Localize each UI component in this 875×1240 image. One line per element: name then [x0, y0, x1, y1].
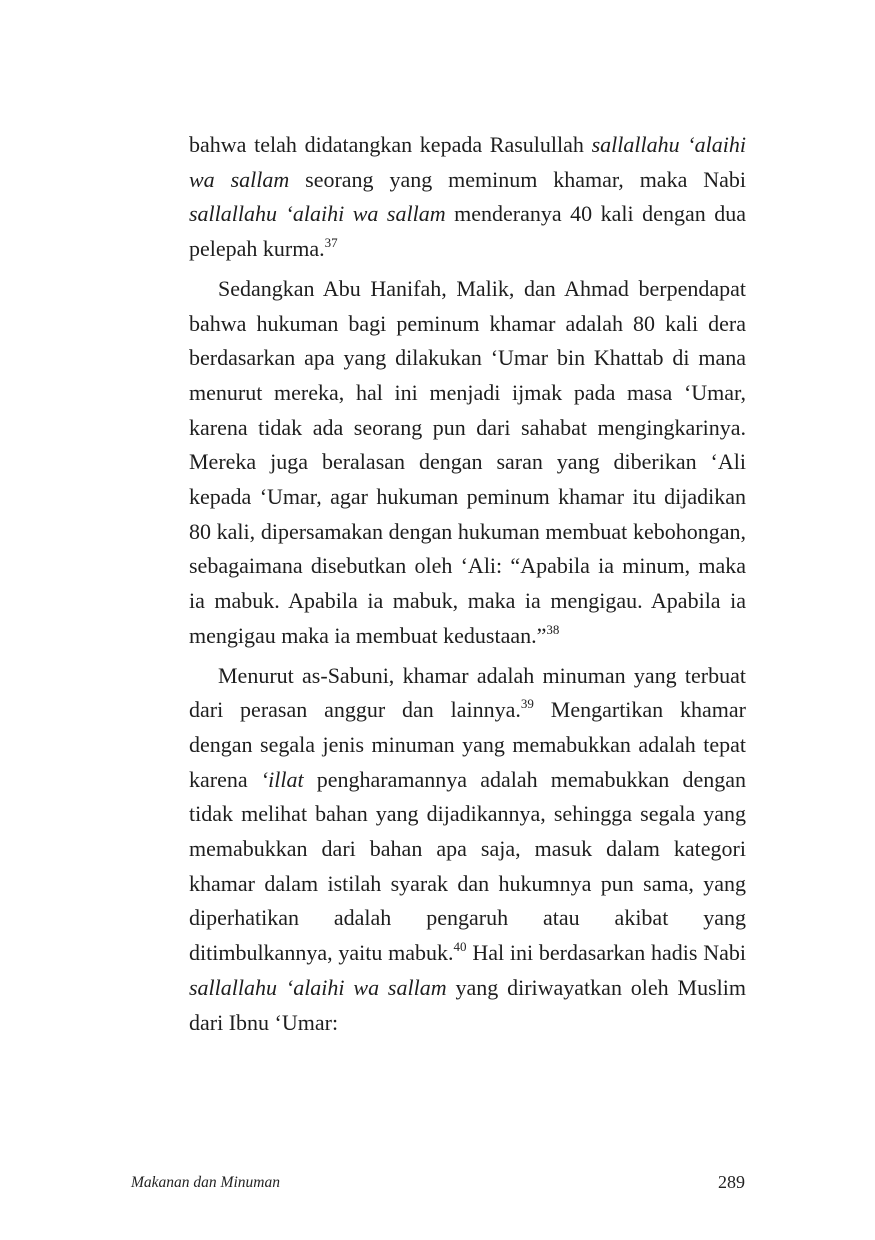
italic-term: sallallahu ‘alaihi wa sallam	[189, 974, 447, 1000]
text-run: Menurut as-Sabuni, khamar adalah minuman yang terbuat dari perasan anggur dan lainnya.	[189, 662, 746, 723]
italic-term: sallallahu ‘alaihi wa sallam	[189, 201, 446, 227]
footnote-ref: 40	[453, 939, 467, 955]
text-run: yang diriwayatkan oleh Muslim dari Ibnu ‘Umar:	[189, 974, 746, 1035]
footnote-ref: 37	[324, 235, 338, 251]
italic-term: sallallahu ‘alaihi wa sallam	[189, 132, 746, 192]
paragraph-2	[189, 272, 746, 654]
italic-term: ‘illat	[260, 766, 304, 792]
text-run: menderanya 40 kali dengan dua pelepah kurma.	[189, 201, 746, 262]
paragraph-1	[189, 128, 746, 267]
text-run: Mengartikan khamar dengan segala jenis minuman yang memabukkan adalah tepat karena	[189, 697, 747, 792]
footnote-ref: 38	[546, 621, 560, 637]
text-run: seorang yang meminum khamar, maka Nabi	[289, 166, 746, 192]
text-run: Hal ini berdasarkan hadis Nabi	[466, 940, 746, 966]
running-footer-title: Makanan dan Minuman	[131, 1174, 280, 1191]
paragraph-3	[189, 659, 746, 1041]
body-text	[189, 128, 746, 1045]
page-number: 289	[718, 1172, 745, 1192]
text-run: pengharamannya adalah memabukkan dengan tidak melihat bahan yang dijadikannya, sehingga segala yang memabukkan dari bahan apa saja, masuk dalam kategori khamar dalam istilah syarak dan hukumnya pun sama, yang diperhatikan adalah pengaruh atau akibat yang ditimbulkannya, yaitu mabuk.	[189, 766, 746, 966]
text-run: Sedangkan Abu Hanifah, Malik, dan Ahmad berpendapat bahwa hukuman bagi peminum khamar adalah 80 kali dera berdasarkan apa yang dilakukan ‘Umar bin Khattab di mana menurut mereka, hal ini menjadi ijmak pada masa ‘Umar, karena tidak ada seorang pun dari sahabat mengingkarinya. Mereka juga beralasan dengan saran yang diberikan ‘Ali kepada ‘Umar, agar hukuman peminum khamar itu dijadikan 80 kali, dipersamakan dengan hukuman membuat kebohongan, sebagaimana disebutkan oleh ‘Ali: “Apabila ia minum, maka ia mabuk. Apabila ia mabuk, maka ia mengigau. Apabila ia mengigau maka ia membuat kedustaan.”	[189, 275, 746, 648]
footnote-ref: 39	[520, 696, 534, 712]
text-run: bahwa telah didatangkan kepada Rasulullah	[189, 132, 592, 157]
